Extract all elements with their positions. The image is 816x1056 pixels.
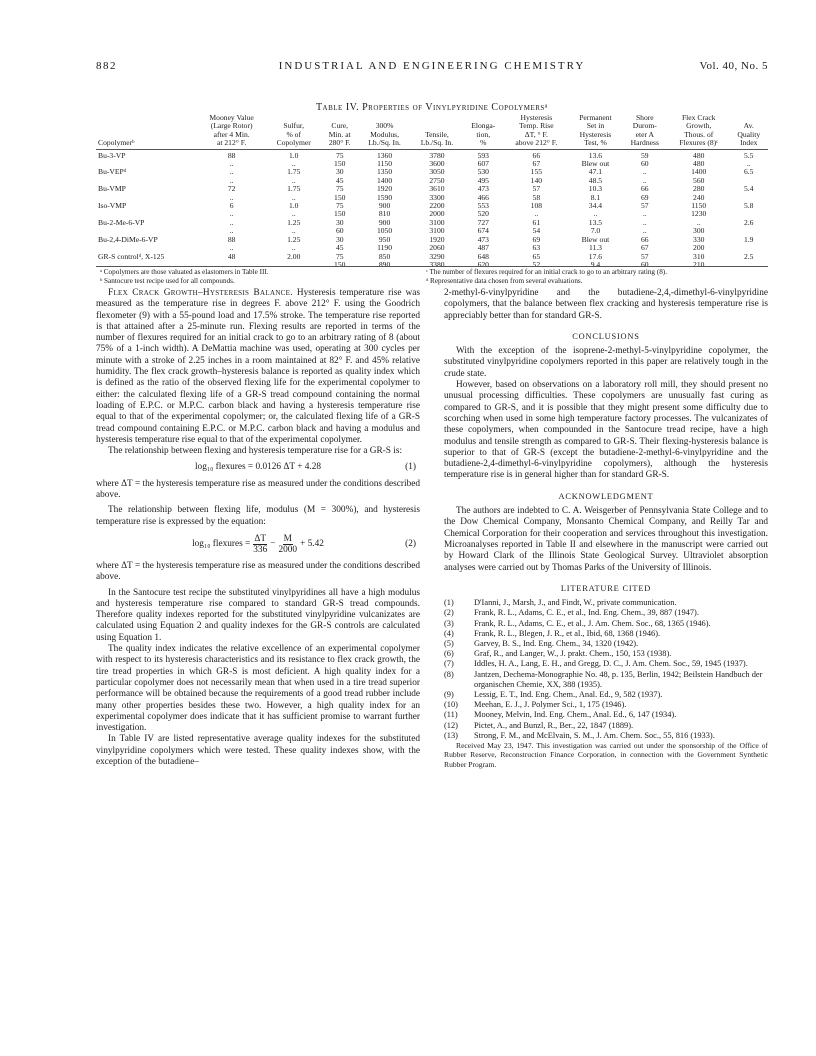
table-cell: 5.8 (743, 201, 754, 211)
equation-2-minus: − (270, 538, 276, 549)
table-cell: 1360 (376, 150, 393, 160)
table-cell: 593 (477, 150, 489, 160)
table-cell: 2750 (429, 175, 445, 185)
table-cell: 900 (378, 201, 391, 211)
table-cell: .. (291, 209, 296, 219)
table-cell: .. (291, 259, 296, 269)
reference-item (444, 670, 768, 690)
table-cell: .. (642, 217, 647, 227)
table-cell: 1400 (376, 175, 393, 185)
reference-item (444, 721, 768, 731)
paragraph: In Table IV are listed representative average quality indexes for the substituted vinylpyridine copolymers which were tested. These quality indexes show, with the exception of the butadiene– (96, 734, 420, 767)
table-cell: 1.75 (287, 167, 301, 177)
table-cell: 473 (477, 234, 489, 244)
table-cell: 13.5 (588, 217, 603, 227)
table-cell: 3380 (429, 259, 445, 269)
reference-number: (6) (444, 649, 454, 659)
column-header: Mooney Value (Large Rotor) after 4 Min. at 212° F. (197, 114, 266, 149)
table-cell: 75 (335, 184, 344, 194)
table-cell: 2000 (429, 209, 445, 219)
table-cell: 66 (532, 150, 541, 160)
acknowledgment-heading: ACKNOWLEDGMENT (558, 491, 654, 501)
table-cell: 140 (530, 175, 543, 185)
table-cell: 13.6 (588, 150, 603, 160)
paragraph: The quality index indicates the relative excellence of an experimental copolymer with respect to its hysteresis characteristics and its resistance to flex crack growth, the tire tread properties in which GR-S is most deficient. A high quality index for a particular copolymer does not necessarily mean that when used in a tire tread superior performance will be obtained because the requirements of a good tread rubber include many other properties besides these two. However, a high quality index for an experimental copolymer does indicate that it has sufficient promise to warrant further investigation. (96, 644, 420, 734)
table-cell: 2200 (429, 201, 445, 211)
table-cell: 72 (227, 184, 236, 194)
column-header: Copolymerᵇ (96, 114, 197, 149)
reference-item (444, 629, 768, 639)
table-cell: 674 (477, 226, 489, 236)
reference-item (444, 690, 768, 700)
table-header-row (96, 114, 768, 149)
table-cell: .. (291, 159, 296, 169)
table-cell: 240 (693, 192, 705, 202)
table-cell: .. (642, 226, 647, 236)
reference-item (444, 649, 768, 659)
table-cell: .. (696, 217, 701, 227)
table-cell: 620 (477, 259, 489, 269)
table-cell: 60 (641, 259, 649, 269)
table-cell: 1150 (377, 159, 392, 169)
table-cell: 1350 (376, 167, 393, 177)
table-cell: 3600 (429, 159, 445, 169)
table-cell: .. (291, 226, 296, 236)
volume-info: Vol. 40, No. 5 (699, 60, 768, 72)
paragraph: 2-methyl-6-vinylpyridine and the butadiene-2,4,-dimethyl-6-vinylpyridine copolymers, that the balance between flex cracking and hysteresis temperature rise is appreciably better than for standard GR-S. (444, 288, 768, 321)
conclusions-heading: CONCLUSIONS (572, 331, 640, 341)
table-cell: Blew out (581, 159, 610, 169)
table-cell: 7.0 (590, 226, 601, 236)
table-cell: 34.4 (588, 201, 603, 211)
reference-item (444, 598, 768, 608)
table-cell: 607 (477, 159, 489, 169)
reference-number: (5) (444, 638, 454, 648)
paragraph (96, 288, 420, 446)
table-cell: 1050 (376, 226, 393, 236)
table-cell: 210 (693, 259, 705, 269)
reference-number: (11) (444, 710, 458, 720)
table-cell: 150 (334, 209, 346, 219)
table-cell: 310 (693, 251, 705, 261)
table-cell: 3610 (429, 184, 445, 194)
reference-text: Iddles, H. A., Lang, E. H., and Gregg, D. C., J. Am. Chem. Soc., 59, 1945 (1937). (474, 659, 748, 669)
fraction-denominator: 336 (253, 544, 268, 555)
table-cell: .. (642, 175, 647, 185)
table-cell: .. (229, 209, 234, 219)
paragraph: The authors are indebted to C. A. Weisgerber of Pennsylvania State College and to the Dow Chemical Company, Monsanto Chemical Company, and Reilly Tar and Chemical Corporation for their cooperation and services throughout this investigation. Microanalyses reported in Table II and elsewhere in the manuscript were carried out by Howard Clark of the Illinois State Geological Survey. Ultraviolet absorption analyses were carried out by Thomas Parks of the University of Illinois. (444, 506, 768, 573)
table-cell: 1.9 (743, 234, 754, 244)
table-cell: 108 (530, 201, 543, 211)
table-cell: 30 (335, 217, 344, 227)
table-cell: 52 (532, 259, 541, 269)
table-cell: 480 (693, 150, 705, 160)
table-cell: 54 (532, 226, 541, 236)
fraction-denominator: 2000 (278, 544, 298, 555)
table-cell: 75 (335, 251, 344, 261)
table-cell: 560 (693, 175, 705, 185)
table-cell: 900 (378, 217, 391, 227)
reference-number: (12) (444, 720, 458, 730)
reference-text: Garvey, B. S., Ind. Eng. Chem., 34, 1320 (1942). (474, 638, 639, 648)
table-cell: 2.5 (743, 251, 754, 261)
table-cell: .. (229, 259, 234, 269)
table-cell: .. (229, 192, 234, 202)
copolymer-name-cell: GR-S controlᵈ, X-125 (98, 251, 165, 261)
reference-item (444, 710, 768, 720)
table-cell: .. (229, 243, 234, 253)
reference-number: (3) (444, 618, 454, 628)
table-cell: .. (229, 226, 234, 236)
table-cell: 45 (335, 243, 344, 253)
copolymer-name-cell: Bu-2,4-DiMe-6-VP (98, 234, 158, 244)
column-header: Shore Durom- eter A Hardness (622, 114, 668, 149)
table-cell: 150 (334, 192, 346, 202)
copolymer-name-cell: Bu-2-Me-6-VP (98, 217, 145, 227)
reference-item (444, 700, 768, 710)
table-cell: 57 (641, 251, 649, 261)
copolymer-name-cell: Bu-VMP (98, 184, 126, 194)
table-cell: 150 (334, 259, 346, 269)
paragraph: However, based on observations on a laboratory roll mill, they should present no unusual processing difficulties. These copolymers are unusually fast curing as compared to GR-S, and it is possible that they might present some difficulty due to scorching when used in some high temperature factory processes. The vulcanizates of these copolymers, when compounded in the Santocure tread recipe, have a high modulus and tensile strength as compared to GR-S. Their flexing-hysteresis balance is superior to that of GR-S (except the butadiene-2-methyl-6-vinylpyridine and the butadiene-2,4-dimethyl-6-vinylpyridine copolymers), although the hysteresis temperature rise is in general higher than for standard GR-S. (444, 380, 768, 481)
table-cell: 59 (641, 150, 649, 160)
table-cell: 66 (641, 184, 649, 194)
table-cell: 69 (532, 234, 541, 244)
table-cell: 17.6 (588, 251, 603, 261)
table-cell: 487 (477, 243, 489, 253)
equation-2-fraction-2 (277, 534, 298, 555)
table-cell: 57 (532, 184, 541, 194)
table-cell: 466 (477, 192, 489, 202)
table-cell: .. (746, 259, 751, 269)
equation-2-fraction-1 (252, 534, 268, 555)
reference-text: Meehan, E. J., J. Polymer Sci., 1, 175 (1946). (474, 700, 627, 710)
table-cell: 950 (378, 234, 391, 244)
table-cell: 48.5 (588, 175, 603, 185)
left-column (96, 288, 420, 768)
equation-2-tail: + 5.42 (300, 538, 324, 549)
copolymer-name-cell: Bu-3-VP (98, 150, 126, 160)
table-cell: 495 (477, 175, 489, 185)
column-header: Flex Crack Growth, Thous. of Flexures (8)ᶜ (668, 114, 730, 149)
table-cell: .. (746, 159, 751, 169)
table-caption: Table IV. Properties of Vinylpyridine Copolymersᵃ (315, 102, 549, 113)
fraction-numerator: M (283, 533, 292, 544)
paragraph: In the Santocure test recipe the substituted vinylpyridines all have a high modulus and hysteresis temperature rise compared to standard GR-S tread compounds. Therefore quality indexes reported for the substituted vinylpyridine vulcanizates are calculated using Equation 2 and quality indexes for the GR-S controls are calculated using Equation 1. (96, 587, 420, 643)
reference-text: D'Ianni, J., Marsh, J., and Findt, W., private communication. (474, 598, 677, 608)
column-header: Hysteresis Temp. Rise ΔT, ° F. above 212° F. (503, 114, 569, 149)
table-cell: 150 (334, 159, 346, 169)
table-cell: 8.1 (590, 192, 601, 202)
column-header: 300% Modulus, Lb./Sq. In. (358, 114, 410, 149)
table-cell: 520 (477, 209, 489, 219)
running-header (96, 60, 768, 80)
table-cell: .. (593, 209, 598, 219)
table-cell: 810 (378, 209, 391, 219)
journal-title: INDUSTRIAL AND ENGINEERING CHEMISTRY (278, 60, 586, 72)
table-cell: Blew out (581, 234, 610, 244)
table-cell: 88 (227, 234, 236, 244)
column-header: Sulfur, % of Copolymer (266, 114, 321, 149)
reference-number: (7) (444, 659, 454, 669)
reference-number: (9) (444, 689, 454, 699)
table-cell: 61 (532, 217, 541, 227)
reference-item (444, 608, 768, 618)
reference-number: (8) (444, 669, 454, 679)
table-cell: 67 (532, 159, 541, 169)
reference-number: (1) (444, 598, 454, 608)
footnote-b: ᵇ Santocure test recipe used for all compounds. (100, 277, 235, 285)
table-cell: 9.4 (590, 259, 601, 269)
table-cell: 473 (477, 184, 489, 194)
equation-1-number: (1) (405, 462, 416, 473)
paragraph: where ΔT = the hysteresis temperature rise as measured under the conditions described above. (96, 560, 420, 583)
table-footnotes (96, 266, 768, 285)
table-cell: .. (291, 243, 296, 253)
reference-item (444, 659, 768, 669)
table-cell: 330 (693, 234, 705, 244)
received-note: Received May 23, 1947. This investigation was carried out under the sponsorship of the Office of Rubber Reserve, Reconstruction Finance Corporation, in connection with the Government Synthetic Rubber Program. (444, 740, 768, 769)
reference-text: Pictet, A., and Bunzl, R., Ber., 22, 1847 (1889). (474, 720, 634, 730)
equation-2 (96, 534, 420, 555)
reference-item (444, 639, 768, 649)
section-run-in-head: Flex Crack Growth–Hysteresis Balance. (108, 288, 293, 298)
table-cell: .. (642, 167, 647, 177)
footnote-a: ᵃ Copolymers are those valuated as elastomers in Table III. (100, 268, 269, 276)
footnote-c: ᶜ The number of flexures required for an initial crack to go to an arbitrary rating (8). (426, 268, 667, 276)
table-cell: 6 (229, 201, 234, 211)
table-cell: 3100 (429, 226, 445, 236)
table-cell: .. (229, 167, 234, 177)
table-cell: 200 (693, 243, 705, 253)
reference-item (444, 619, 768, 629)
table-cell: 3300 (429, 192, 445, 202)
table-cell: 2.00 (287, 251, 301, 261)
table-cell: 3100 (429, 217, 445, 227)
table-cell: 6.5 (743, 167, 754, 177)
table-cell: .. (229, 217, 234, 227)
table-cell: 30 (335, 167, 344, 177)
table-cell: .. (534, 209, 539, 219)
column-header: Cure, Min. at 280° F. (321, 114, 358, 149)
table-body (96, 149, 768, 269)
table-cell: 530 (477, 167, 489, 177)
reference-text: Frank, R. L., Blegen, J. R., et al., Ibid, 68, 1368 (1946). (474, 628, 661, 638)
table-cell: 75 (335, 150, 344, 160)
paragraph: where ΔT = the hysteresis temperature rise as measured under the conditions described above. (96, 478, 420, 501)
table-cell: .. (229, 175, 234, 185)
reference-number: (13) (444, 730, 458, 740)
table-cell: 5.5 (743, 150, 754, 160)
table-cell: 69 (641, 192, 649, 202)
table-cell: 1.25 (287, 234, 301, 244)
equation-1 (96, 462, 420, 473)
table-cell: 3780 (429, 150, 445, 160)
properties-table (96, 114, 768, 269)
equation-1-text: log₁₀ flexures = 0.0126 ΔT + 4.28 (194, 462, 322, 473)
column-header: Av. Quality Index (729, 114, 768, 149)
table-cell: 57 (641, 201, 649, 211)
paragraph: The relationship between flexing and hysteresis temperature rise for a GR-S is: (108, 446, 403, 457)
table-cell: 3050 (429, 167, 445, 177)
fraction-numerator: ΔT (254, 533, 267, 544)
table-cell: 1.0 (288, 150, 299, 160)
table-cell: 66 (641, 234, 649, 244)
table-cell: 1150 (691, 201, 707, 211)
reference-text: Graf, R., and Langer, W., J. prakt. Chem., 150, 153 (1938). (474, 649, 672, 659)
table-cell: 890 (378, 259, 391, 269)
table-cell: 5.4 (743, 184, 754, 194)
copolymer-name-cell: Bu-VEPᵈ (98, 167, 127, 177)
table-cell: .. (229, 159, 234, 169)
table-cell: 1920 (429, 234, 445, 244)
table-cell: 1920 (376, 184, 393, 194)
column-header: Tensile, Lb./Sq. In. (411, 114, 463, 149)
table-cell: 850 (378, 251, 391, 261)
table-cell: 300 (693, 226, 705, 236)
equation-2-number: (2) (405, 538, 416, 549)
table-cell: 63 (532, 243, 541, 253)
paragraph: With the exception of the isoprene-2-methyl-5-vinylpyridine copolymer, the substituted vinylpyridine copolymers reported in this paper are relatively tough in the crude state. (444, 346, 768, 379)
table-cell: 48 (227, 251, 236, 261)
table-cell: 1.75 (287, 184, 301, 194)
reference-text: Mooney, Melvin, Ind. Eng. Chem., Anal. Ed., 6, 147 (1934). (474, 710, 677, 720)
reference-text: Frank, R. L., Adams, C. E., et al., J. Am. Chem. Soc., 68, 1365 (1946). (474, 618, 711, 628)
literature-cited-heading: LITERATURE CITED (560, 583, 652, 593)
reference-text: Strong, F. M., and McElvain, S. M., J. Am. Chem. Soc., 55, 816 (1933). (474, 730, 715, 740)
table-cell: 1190 (377, 243, 392, 253)
right-column (444, 288, 768, 769)
table-cell: 45 (335, 175, 344, 185)
reference-number: (4) (444, 628, 454, 638)
table-cell: 3290 (429, 251, 445, 261)
table-cell: 280 (693, 184, 705, 194)
reference-number: (2) (444, 608, 454, 618)
page-number: 882 (96, 60, 117, 72)
table-cell: 75 (335, 201, 344, 211)
paragraph: The relationship between flexing life, modulus (M = 300%), and hysteresis temperature rise is expressed by the equation: (96, 505, 420, 527)
reference-text: Lessig, E. T., Ind. Eng. Chem., Anal. Ed., 9, 582 (1937). (474, 689, 663, 699)
table-cell: 88 (227, 150, 236, 160)
table-cell: 1.0 (288, 201, 299, 211)
table-cell: 1590 (376, 192, 393, 202)
table-cell: 2060 (429, 243, 445, 253)
table-cell: 10.3 (588, 184, 603, 194)
table-cell: 2.6 (743, 217, 754, 227)
reference-number: (10) (444, 700, 458, 710)
column-header: Permanent Set in Hysteresis Test, % (569, 114, 621, 149)
table-cell: 60 (641, 159, 649, 169)
paragraph-text: Hysteresis temperature rise was measured as the temperature rise in degrees F. above 212° F. using the Goodrich flexometer (9) with a 55-pound load and 17.5% stroke. The temperature rise reported is that attained after a 25-minute run. Flexing results are reported in terms of the number of flexures required for an initial crack to go to an arbitrary rating of 8 (about 75% of a 1-inch width). A DeMattia machine was used, operating at 300 cycles per minute with a stroke of 2.25 inches in a room maintained at 82° F. and 45% relative humidity. The flex crack growth–hysteresis balance is reported as quality index which is defined as the ratio of the observed flexing life for the experimental copolymer to either: the calculated flexing life of a GR-S tread compound containing the normal loading of E.P.C. or M.P.C. carbon black and having a hysteresis temperature rise equal to that of the experimental copolymer; or, the calculated flexing life of a GR-S tread compound containing E.P.C. or M.P.C. carbon black and having a modulus and hysteresis temperature rise equal to that of the experimental copolymer. (96, 288, 420, 445)
table-cell: 155 (530, 167, 543, 177)
table-cell: .. (291, 175, 296, 185)
table-cell: .. (291, 192, 296, 202)
reference-list (444, 598, 768, 741)
copolymer-name-cell: Iso-VMP (98, 201, 127, 211)
reference-text: Jantzen, Dechema-Monographie No. 48, p. 135, Berlin, 1942; Beilstein Handbuch der organischen Chemie, XX, 388 (1935). (474, 669, 763, 689)
table-cell: 67 (641, 243, 649, 253)
table-cell: 58 (532, 192, 541, 202)
table-cell: 480 (693, 159, 705, 169)
column-header: Elonga- tion, % (463, 114, 503, 149)
equation-2-lhs: log₁₀ flexures = (192, 538, 251, 549)
table-cell: 30 (335, 234, 344, 244)
table-cell: 47.1 (588, 167, 603, 177)
table-cell: 1230 (691, 209, 707, 219)
table-cell: 11.3 (588, 243, 602, 253)
table-cell: 648 (477, 251, 489, 261)
table-cell: 553 (477, 201, 489, 211)
table-cell: 60 (335, 226, 344, 236)
reference-text: Frank, R. L., Adams, C. E., et al., Ind. Eng. Chem., 39, 887 (1947). (474, 608, 699, 618)
table-cell: 65 (532, 251, 541, 261)
table-cell: 727 (477, 217, 489, 227)
table-cell: 1.25 (287, 217, 301, 227)
reference-item (444, 731, 768, 741)
footnote-d: ᵈ Representative data chosen from several evaluations. (426, 277, 583, 285)
table-cell: .. (642, 209, 647, 219)
table-cell: 1400 (691, 167, 707, 177)
